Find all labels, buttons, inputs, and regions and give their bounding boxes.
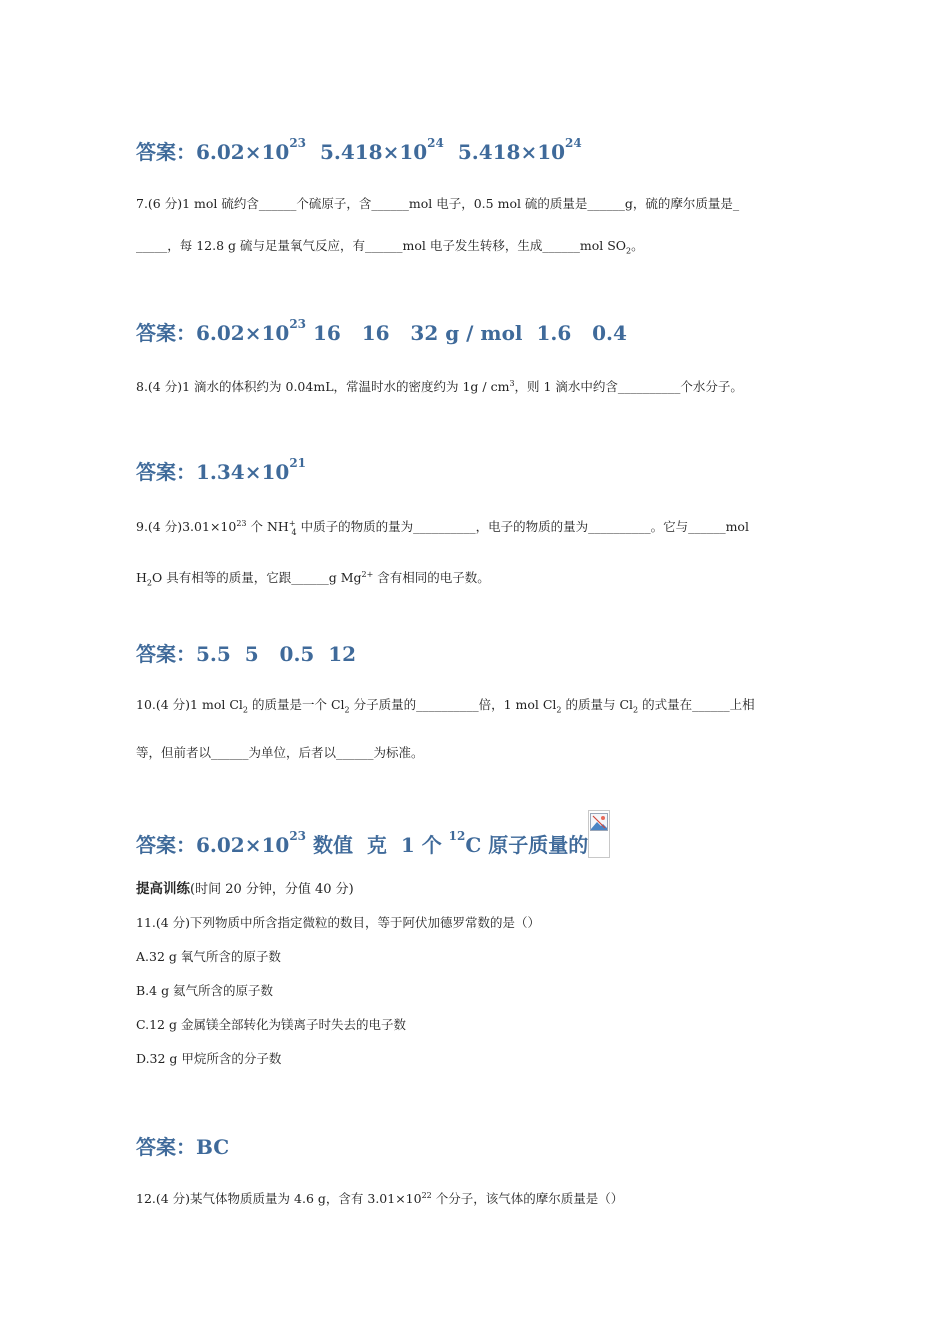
question-9 bbox=[136, 503, 820, 604]
question-text: 含有相同的电子数。 bbox=[373, 569, 490, 585]
subscript: 2 bbox=[556, 705, 562, 715]
exponent: 21 bbox=[289, 456, 307, 471]
question-10 bbox=[136, 684, 820, 774]
question-text: O 具有相等的质量，它跟______g Mg bbox=[152, 569, 362, 585]
question-text: ，则 1 滴水中约含__________个水分子。 bbox=[514, 379, 743, 395]
exponent: 24 bbox=[565, 136, 582, 151]
question-text: 的式量在______上相 bbox=[638, 697, 755, 712]
option-a: A.32 g 氧气所含的原子数 bbox=[136, 949, 281, 964]
answer-7 bbox=[136, 317, 627, 346]
exponent: 12 bbox=[448, 829, 466, 844]
exponent: 23 bbox=[289, 317, 307, 332]
question-line bbox=[136, 363, 820, 408]
answer-prefix: 答案： bbox=[136, 321, 196, 345]
question-text: 的质量是一个 Cl bbox=[248, 697, 345, 712]
answer-value: 1.34×10 bbox=[196, 460, 290, 484]
answer-value: BC bbox=[196, 1135, 230, 1159]
answer-8 bbox=[136, 456, 306, 485]
answer-prefix: 答案： bbox=[136, 833, 196, 857]
superscript: 2+ bbox=[361, 569, 374, 579]
question-text: 10.(4 分)1 mol Cl bbox=[136, 697, 243, 712]
answer-value: 5.418×10 bbox=[457, 140, 566, 164]
question-text: 。 bbox=[631, 238, 644, 253]
answer-value: 6.02×10 bbox=[196, 140, 290, 164]
section-note: (时间 20 分钟，分值 40 分) bbox=[190, 882, 354, 897]
question-text: 12.(4 分)某气体物质质量为 4.6 g，含有 3.01×10 bbox=[136, 1191, 422, 1206]
question-text: 个 NH bbox=[246, 519, 289, 535]
question-11-stem: 11.(4 分)下列物质中所含指定微粒的数目，等于阿伏加德罗常数的是（） bbox=[136, 915, 541, 930]
question-line bbox=[136, 554, 820, 605]
superscript: + bbox=[288, 519, 296, 528]
section-header bbox=[136, 877, 354, 897]
option-d: D.32 g 甲烷所含的分子数 bbox=[136, 1051, 282, 1066]
question-line bbox=[136, 225, 820, 273]
exponent: 23 bbox=[289, 136, 307, 151]
question-text: 9.(4 分)3.01×10 bbox=[136, 519, 237, 535]
option-b: B.4 g 氦气所含的原子数 bbox=[136, 983, 274, 998]
question-text: 个分子，该气体的摩尔质量是（） bbox=[431, 1191, 624, 1206]
superscript: 3 bbox=[509, 379, 515, 388]
answer-10 bbox=[136, 810, 610, 858]
question-line bbox=[136, 684, 820, 732]
broken-image-icon bbox=[588, 810, 610, 858]
question-text: 分子质量的__________倍，1 mol Cl bbox=[349, 697, 557, 712]
answer-value: C 原子质量的 bbox=[465, 833, 589, 857]
subscript: 2 bbox=[242, 705, 248, 715]
answer-value: 6.02×10 bbox=[196, 833, 290, 857]
question-line: 等，但前者以______为单位，后者以______为标准。 bbox=[136, 744, 424, 760]
option-c: C.12 g 金属镁全部转化为镁离子时失去的电子数 bbox=[136, 1017, 406, 1032]
question-12 bbox=[136, 1189, 623, 1207]
answer-9 bbox=[136, 638, 356, 667]
superscript: 23 bbox=[236, 519, 247, 528]
question-text: 的质量与 Cl bbox=[561, 697, 634, 712]
subscript: 2 bbox=[626, 246, 632, 256]
question-text: 8.(4 分)1 滴水的体积约为 0.04mL，常温时水的密度约为 1g / cm bbox=[136, 379, 510, 395]
answer-value: 5.5 5 0.5 12 bbox=[196, 642, 357, 666]
section-title: 提高训练 bbox=[136, 881, 190, 897]
subscript: 2 bbox=[146, 578, 152, 588]
answer-prefix: 答案： bbox=[136, 1135, 196, 1159]
exponent: 24 bbox=[427, 136, 444, 151]
answer-value: 5.418×10 bbox=[319, 140, 428, 164]
question-line: 7.(6 分)1 mol 硫约含______个硫原子，含______mol 电子，0.5 mol 硫的质量是______g，硫的摩尔质量是_ bbox=[136, 196, 740, 211]
subscript: 2 bbox=[344, 705, 350, 715]
question-7 bbox=[136, 183, 820, 273]
question-text: 中质子的物质的量为__________，电子的物质的量为__________。它与______mol bbox=[296, 519, 749, 535]
superscript: 22 bbox=[421, 1190, 432, 1200]
question-text: H bbox=[136, 569, 147, 585]
answer-prefix: 答案： bbox=[136, 460, 196, 484]
answer-value: 6.02×10 bbox=[196, 321, 290, 345]
answer-value: 16 16 32 g / mol 1.6 0.4 bbox=[306, 321, 627, 345]
answer-value: 数值 克 1 个 bbox=[306, 833, 449, 857]
subscript: 4 bbox=[291, 527, 297, 537]
answer-6 bbox=[136, 136, 582, 165]
subscript: 2 bbox=[633, 705, 639, 715]
question-line bbox=[136, 503, 820, 554]
question-8 bbox=[136, 363, 820, 408]
question-text: _____，每 12.8 g 硫与足量氧气反应，有______mol 电子发生转移，生成______mol SO bbox=[136, 238, 627, 253]
answer-prefix: 答案： bbox=[136, 140, 196, 164]
answer-prefix: 答案： bbox=[136, 642, 196, 666]
answer-11 bbox=[136, 1131, 229, 1160]
exponent: 23 bbox=[289, 829, 307, 844]
